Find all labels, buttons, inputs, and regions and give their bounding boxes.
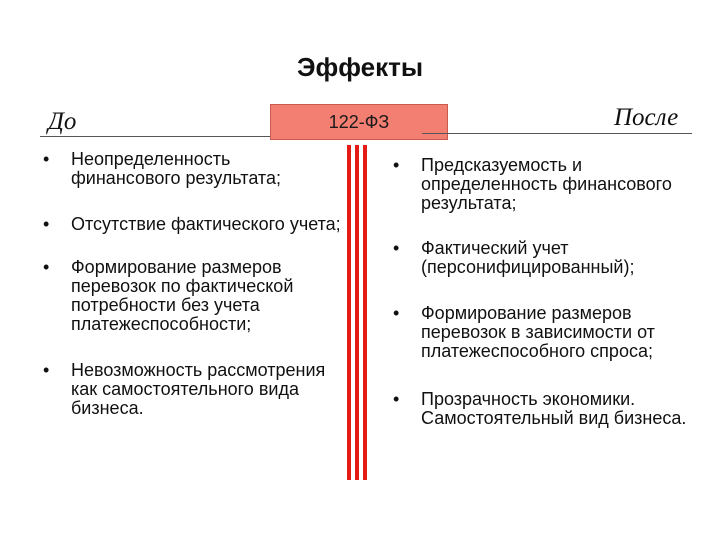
after-item bbox=[393, 390, 693, 428]
bullet: • bbox=[393, 389, 400, 409]
before-label: До bbox=[48, 108, 77, 135]
bullet: • bbox=[43, 257, 50, 277]
before-item bbox=[43, 215, 343, 234]
before-list bbox=[43, 150, 343, 418]
before-item bbox=[43, 150, 343, 188]
after-item bbox=[393, 304, 693, 361]
divider-stripe-right bbox=[363, 145, 367, 480]
after-item-text: Формирование размеров перевозок в зависимости от платежеспособного спроса; bbox=[421, 303, 655, 361]
bullet: • bbox=[43, 360, 50, 380]
after-item-text: Предсказуемость и определенность финансового результата; bbox=[421, 155, 672, 213]
before-item bbox=[43, 258, 343, 334]
after-label: После bbox=[614, 104, 679, 131]
divider-stripe-left bbox=[347, 145, 351, 480]
before-item-text: Неопределенность финансового результата; bbox=[71, 149, 281, 188]
before-item-text: Формирование размеров перевозок по фактической потребности без учета платежеспособности; bbox=[71, 257, 294, 334]
slide-title: Эффекты bbox=[296, 52, 424, 82]
before-item-text: Отсутствие фактического учета; bbox=[71, 214, 341, 234]
after-item-text: Фактический учет (персонифицированный); bbox=[421, 238, 635, 277]
before-item bbox=[43, 361, 343, 418]
after-list bbox=[393, 156, 693, 428]
bullet: • bbox=[393, 238, 400, 258]
before-item-text: Невозможность рассмотрения как самостоятельного вида бизнеса. bbox=[71, 360, 326, 418]
bullet: • bbox=[43, 214, 50, 234]
law-badge bbox=[270, 104, 448, 140]
bullet: • bbox=[393, 303, 400, 323]
after-item-text: Прозрачность экономики. Самостоятельный вид бизнеса. bbox=[421, 389, 687, 428]
divider-stripe-center bbox=[355, 145, 359, 480]
after-item bbox=[393, 239, 693, 277]
after-underline bbox=[422, 133, 692, 134]
center-divider bbox=[347, 145, 367, 480]
after-item bbox=[393, 156, 693, 213]
law-label: 122-ФЗ bbox=[328, 111, 390, 132]
bullet: • bbox=[43, 149, 50, 169]
bullet: • bbox=[393, 155, 400, 175]
